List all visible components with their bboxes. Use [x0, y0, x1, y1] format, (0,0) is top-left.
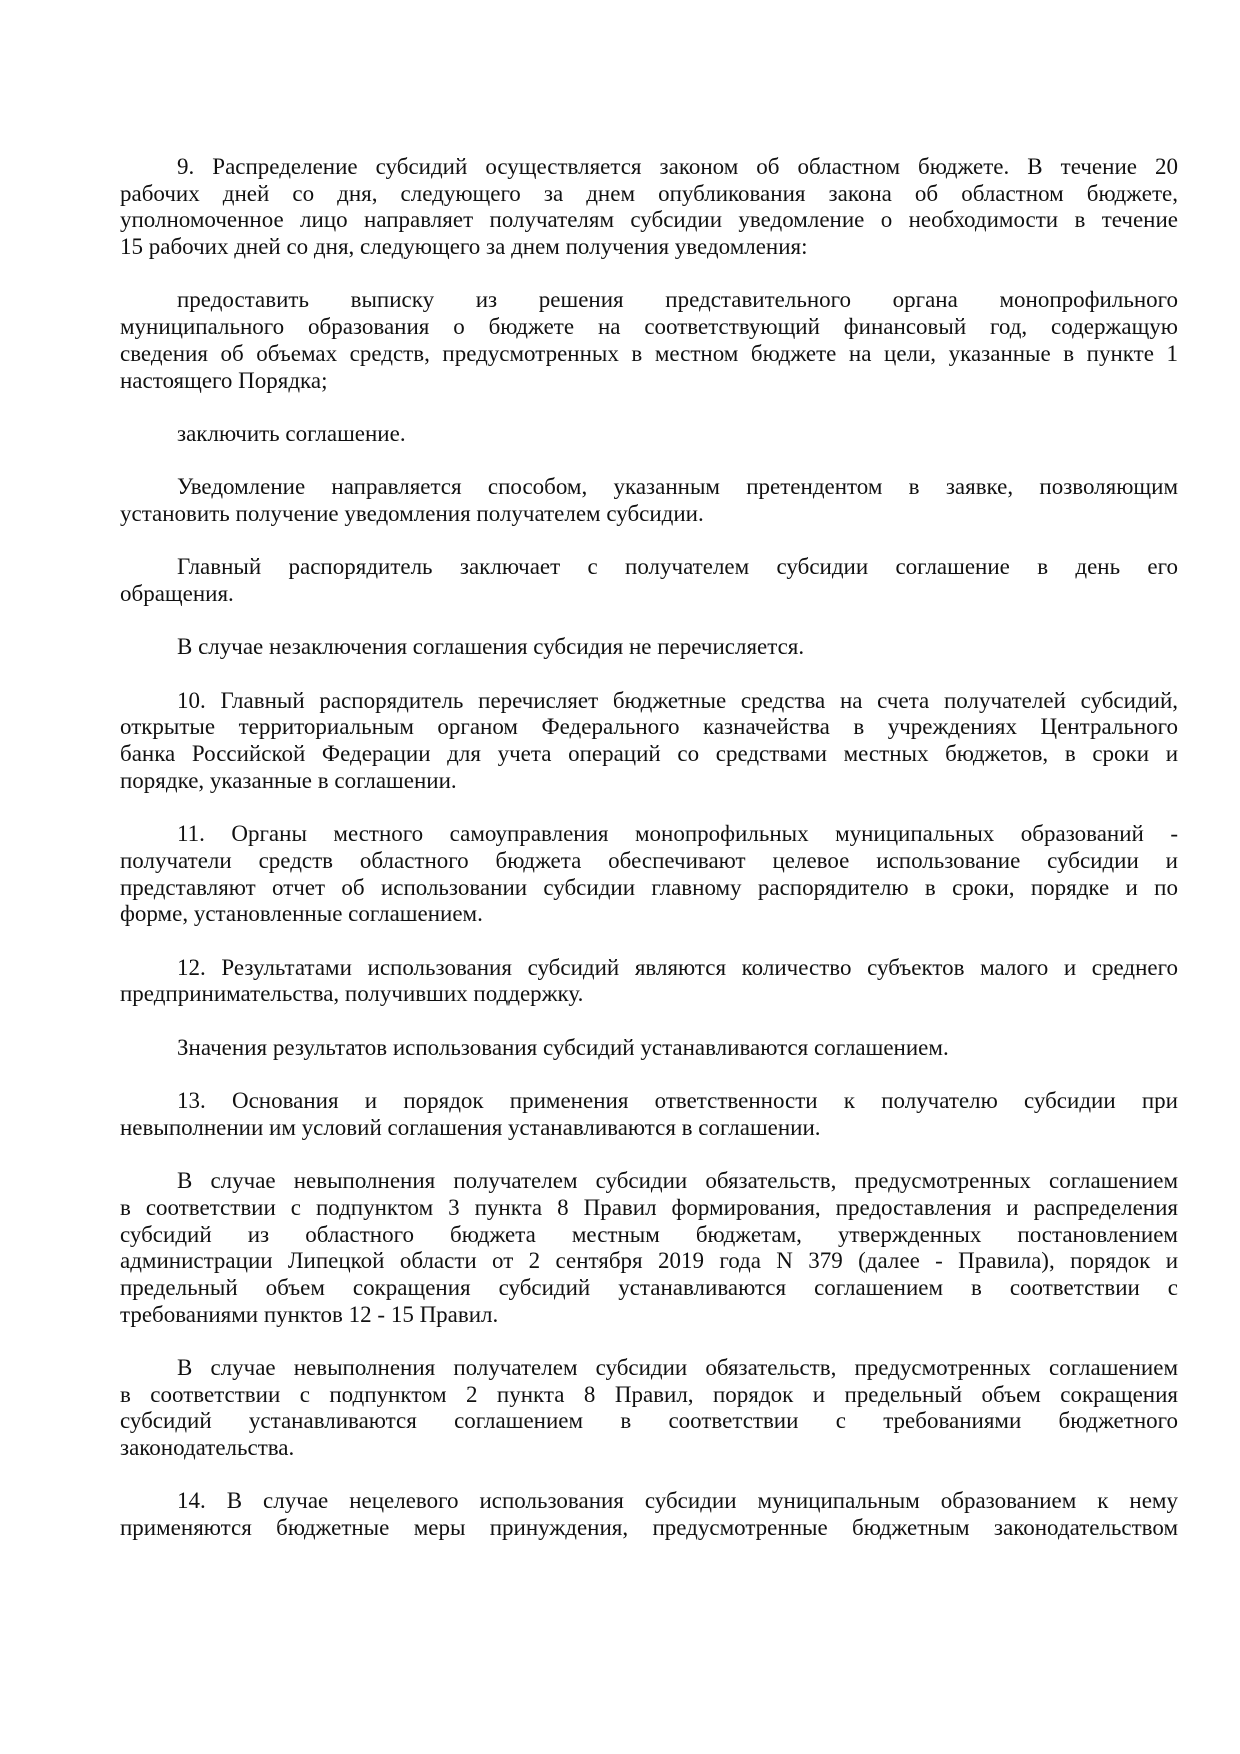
text-line: субсидий из областного бюджета местным бюджетам, утвержденных постановлением: [120, 1221, 1178, 1247]
text-line: администрации Липецкой области от 2 сентября 2019 года N 379 (далее - Правила), порядок и: [120, 1248, 1178, 1274]
text-line: установить получение уведомления получателем субсидии.: [120, 500, 704, 526]
paragraph: [120, 1355, 1178, 1462]
text-line: 9. Распределение субсидий осуществляется законом об областном бюджете. В течение 20: [177, 154, 1178, 179]
text-line: невыполнении им условий соглашения устанавливаются в соглашении.: [120, 1114, 821, 1140]
text-line: предоставить выписку из решения представительного органа монопрофильного: [177, 287, 1178, 313]
paragraph: [120, 1035, 1178, 1062]
text-line: предпринимательства, получивших поддержку.: [120, 981, 584, 1007]
paragraph: [120, 821, 1178, 928]
paragraph: [120, 474, 1178, 527]
text-line: уполномоченное лицо направляет получателям субсидии уведомление о необходимости в течение: [120, 207, 1178, 233]
text-line: в соответствии с подпунктом 3 пункта 8 Правил формирования, предоставления и распределения: [120, 1194, 1178, 1220]
paragraph: [120, 154, 1178, 261]
text-line: форме, установленные соглашением.: [120, 901, 483, 927]
document-page: [120, 154, 1178, 1568]
paragraph: [120, 1088, 1178, 1141]
text-line: обращения.: [120, 581, 234, 606]
text-line: настоящего Порядка;: [120, 367, 328, 393]
text-line: Главный распорядитель заключает с получателем субсидии соглашение в день его: [177, 554, 1178, 580]
text-line: Значения результатов использования субсидий устанавливаются соглашением.: [177, 1034, 949, 1060]
paragraph: [120, 955, 1178, 1008]
text-line: 15 рабочих дней со дня, следующего за днем получения уведомления:: [120, 234, 808, 260]
text-line: законодательства.: [120, 1435, 295, 1460]
text-line: В случае невыполнения получателем субсидии обязательств, предусмотренных соглашением: [177, 1168, 1178, 1194]
text-line: субсидий устанавливаются соглашением в соответствии с требованиями бюджетного: [120, 1408, 1178, 1434]
text-line: получатели средств областного бюджета обеспечивают целевое использование субсидии и: [120, 847, 1178, 873]
text-line: 10. Главный распорядитель перечисляет бюджетные средства на счета получателей субсидий,: [177, 687, 1178, 713]
text-line: открытые территориальным органом Федерального казначейства в учреждениях Центрального: [120, 714, 1178, 740]
text-line: требованиями пунктов 12 - 15 Правил.: [120, 1301, 499, 1327]
text-line: рабочих дней со дня, следующего за днем опубликования закона об областном бюджете,: [120, 180, 1178, 206]
text-line: банка Российской Федерации для учета операций со средствами местных бюджетов, в сроки и: [120, 741, 1178, 767]
text-line: заключить соглашение.: [177, 420, 406, 446]
text-line: Уведомление направляется способом, указанным претендентом в заявке, позволяющим: [177, 474, 1178, 500]
text-line: 12. Результатами использования субсидий являются количество субъектов малого и среднего: [177, 954, 1178, 980]
text-line: в соответствии с подпунктом 2 пункта 8 Правил, порядок и предельный объем сокращения: [120, 1381, 1178, 1407]
text-line: применяются бюджетные меры принуждения, предусмотренные бюджетным законодательством: [120, 1515, 1178, 1541]
text-line: порядке, указанные в соглашении.: [120, 767, 457, 793]
text-line: 14. В случае нецелевого использования субсидии муниципальным образованием к нему: [177, 1488, 1178, 1514]
paragraph: [120, 1488, 1178, 1541]
text-line: муниципального образования о бюджете на соответствующий финансовый год, содержащую: [120, 314, 1178, 340]
text-line: сведения об объемах средств, предусмотренных в местном бюджете на цели, указанные в пункте 1: [120, 340, 1178, 366]
paragraph: [120, 554, 1178, 607]
paragraph: [120, 634, 1178, 661]
text-line: 13. Основания и порядок применения ответственности к получателю субсидии при: [177, 1088, 1178, 1114]
paragraph: [120, 688, 1178, 795]
text-line: В случае невыполнения получателем субсидии обязательств, предусмотренных соглашением: [177, 1354, 1178, 1380]
paragraph: [120, 421, 1178, 448]
text-line: представляют отчет об использовании субсидии главному распорядителю в сроки, порядке и по: [120, 874, 1178, 900]
text-line: В случае незаключения соглашения субсидия не перечисляется.: [177, 634, 805, 660]
text-line: предельный объем сокращения субсидий устанавливаются соглашением в соответствии с: [120, 1274, 1178, 1300]
paragraph: [120, 1168, 1178, 1328]
paragraph: [120, 287, 1178, 394]
text-line: 11. Органы местного самоуправления монопрофильных муниципальных образований -: [177, 821, 1178, 847]
